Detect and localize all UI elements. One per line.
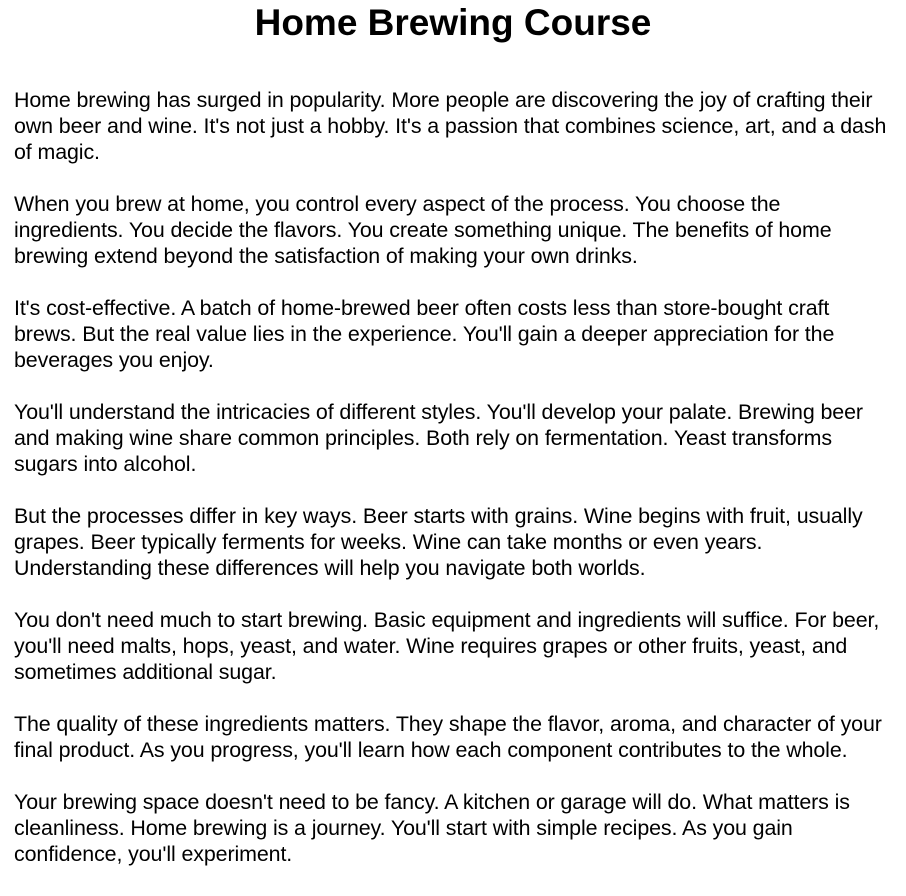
paragraph-control: When you brew at home, you control every aspect of the process. You choose the ingredients. You decide the flavors. You create something unique. The benefits of home brewing extend beyond the satisfaction of making your own drinks. — [14, 192, 832, 268]
paragraph-space: Your brewing space doesn't need to be fancy. A kitchen or garage will do. What matters is cleanliness. Home brewing is a journey. You'll start with simple recipes. As you gain confidence, you'll experiment. — [14, 790, 850, 866]
paragraph-differences: But the processes differ in key ways. Beer starts with grains. Wine begins with fruit, usually grapes. Beer typically ferments for weeks. Wine can take months or even years. Understanding these differences will help you navigate both worlds. — [14, 504, 863, 580]
document-body — [14, 87, 892, 867]
paragraph-quality: The quality of these ingredients matters. They shape the flavor, aroma, and character of your final product. As you progress, you'll learn how each component contributes to the whole. — [14, 712, 882, 762]
page-title: Home Brewing Course — [254, 2, 652, 43]
paragraph-styles: You'll understand the intricacies of different styles. You'll develop your palate. Brewing beer and making wine share common principles. Both rely on fermentation. Yeast transforms sugars into alcohol. — [14, 400, 863, 476]
paragraph-ingredients: You don't need much to start brewing. Basic equipment and ingredients will suffice. For beer, you'll need malts, hops, yeast, and water. Wine requires grapes or other fruits, yeast, and sometimes additional sugar. — [14, 608, 880, 684]
paragraph-intro: Home brewing has surged in popularity. More people are discovering the joy of crafting their own beer and wine. It's not just a hobby. It's a passion that combines science, art, and a dash of magic. — [14, 88, 887, 164]
paragraph-cost: It's cost-effective. A batch of home-brewed beer often costs less than store-bought craft brews. But the real value lies in the experience. You'll gain a deeper appreciation for the beverages you enjoy. — [14, 296, 835, 372]
